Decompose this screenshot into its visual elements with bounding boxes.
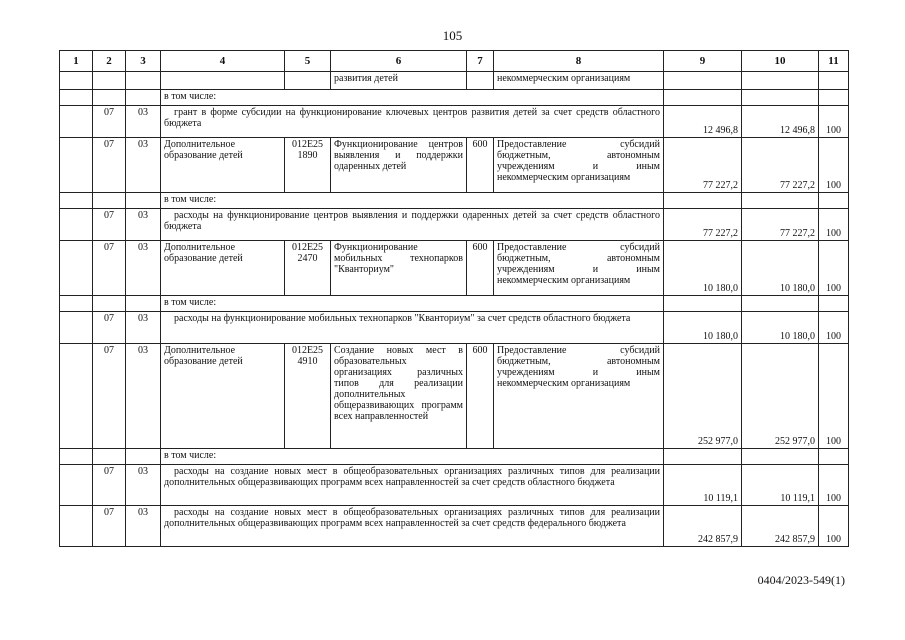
cell-program-name: Дополнительное образование детей (161, 241, 285, 296)
cell-section: 07 (93, 138, 126, 193)
column-header-2: 2 (93, 51, 126, 72)
cell-col2 (93, 449, 126, 465)
column-header-9: 9 (664, 51, 742, 72)
table-row (60, 138, 849, 193)
cell-col3 (126, 193, 161, 209)
cell-col1 (60, 296, 93, 312)
cell-col1 (60, 138, 93, 193)
table-row (60, 241, 849, 296)
cell-approved-amount: 10 119,1 (664, 465, 742, 506)
cell-approved-amount: 10 180,0 (664, 312, 742, 344)
cell-subsection: 03 (126, 106, 161, 138)
including-label: в том числе: (161, 90, 664, 106)
cell-expense-type: Предоставление субсидий бюджетным, автономным учреждениям и иным некоммерческим организациям (494, 241, 664, 296)
cell-section: 07 (93, 344, 126, 449)
cell-col3 (126, 90, 161, 106)
cell-col2 (93, 72, 126, 90)
cell-col11 (819, 296, 849, 312)
column-header-10: 10 (742, 51, 819, 72)
cell-col9 (664, 72, 742, 90)
document-number: 0404/2023-549(1) (757, 573, 845, 587)
table-row (60, 72, 849, 90)
column-header-1: 1 (60, 51, 93, 72)
cell-col5 (285, 72, 331, 90)
cell-executed-amount: 252 977,0 (742, 344, 819, 449)
cell-col3 (126, 72, 161, 90)
cell-target-code: 012E25 2470 (285, 241, 331, 296)
cell-executed-amount: 10 180,0 (742, 312, 819, 344)
cell-col10 (742, 449, 819, 465)
cell-expense-type: Предоставление субсидий бюджетным, автономным учреждениям и иным некоммерческим организациям (494, 344, 664, 449)
cell-executed-amount: 77 227,2 (742, 138, 819, 193)
cell-col9 (664, 296, 742, 312)
cell-approved-amount: 77 227,2 (664, 209, 742, 241)
cell-executed-amount: 10 119,1 (742, 465, 819, 506)
cell-col10 (742, 90, 819, 106)
column-header-6: 6 (331, 51, 467, 72)
table-row (60, 193, 849, 209)
table-row (60, 465, 849, 506)
table-row (60, 344, 849, 449)
cell-col1 (60, 90, 93, 106)
including-label: в том числе: (161, 296, 664, 312)
cell-program-name: Дополнительное образование детей (161, 138, 285, 193)
cell-col1 (60, 241, 93, 296)
cell-approved-amount: 12 496,8 (664, 106, 742, 138)
cell-expense-type: некоммерческим организациям (494, 72, 664, 90)
cell-col1 (60, 209, 93, 241)
cell-section: 07 (93, 106, 126, 138)
cell-col2 (93, 296, 126, 312)
cell-col1 (60, 506, 93, 547)
sub-item-description: расходы на функционирование центров выявления и поддержки одаренных детей за счет средств областного бюджета (161, 209, 664, 241)
cell-percent: 100 (819, 465, 849, 506)
sub-item-description: расходы на создание новых мест в общеобразовательных организациях различных типов для реализации дополнительных общеразвивающих программ всех направленностей за счет средств областного бюджета (161, 465, 664, 506)
table-row (60, 449, 849, 465)
column-header-5: 5 (285, 51, 331, 72)
cell-target-code: 012E25 1890 (285, 138, 331, 193)
cell-subsection: 03 (126, 312, 161, 344)
cell-program-name: Дополнительное образование детей (161, 344, 285, 449)
cell-subsection: 03 (126, 241, 161, 296)
cell-col9 (664, 90, 742, 106)
table-row (60, 312, 849, 344)
cell-percent: 100 (819, 506, 849, 547)
including-label: в том числе: (161, 449, 664, 465)
cell-col11 (819, 72, 849, 90)
cell-section: 07 (93, 506, 126, 547)
cell-col10 (742, 296, 819, 312)
cell-percent: 100 (819, 344, 849, 449)
cell-col9 (664, 449, 742, 465)
cell-purpose: Создание новых мест в образовательных организациях различных типов для реализации дополнительных общеразвивающих программ всех направленностей (331, 344, 467, 449)
cell-executed-amount: 10 180,0 (742, 241, 819, 296)
cell-col10 (742, 72, 819, 90)
sub-item-description: грант в форме субсидии на функционирование ключевых центров развития детей за счет средств областного бюджета (161, 106, 664, 138)
table-body (60, 51, 849, 547)
page-number: 105 (442, 28, 463, 43)
cell-section: 07 (93, 241, 126, 296)
budget-table (59, 50, 849, 547)
cell-col10 (742, 193, 819, 209)
cell-subsection: 03 (126, 506, 161, 547)
cell-col11 (819, 193, 849, 209)
cell-col9 (664, 193, 742, 209)
table-row (60, 296, 849, 312)
column-header-4: 4 (161, 51, 285, 72)
cell-percent: 100 (819, 241, 849, 296)
cell-approved-amount: 77 227,2 (664, 138, 742, 193)
cell-col11 (819, 449, 849, 465)
header-row (60, 51, 849, 72)
cell-expense-code: 600 (467, 241, 494, 296)
cell-section: 07 (93, 312, 126, 344)
cell-section: 07 (93, 209, 126, 241)
cell-expense-code: 600 (467, 344, 494, 449)
cell-subsection: 03 (126, 138, 161, 193)
cell-executed-amount: 77 227,2 (742, 209, 819, 241)
cell-col2 (93, 90, 126, 106)
cell-subsection: 03 (126, 344, 161, 449)
cell-subsection: 03 (126, 465, 161, 506)
cell-purpose: развития детей (331, 72, 467, 90)
cell-col2 (93, 193, 126, 209)
cell-col1 (60, 465, 93, 506)
cell-expense-code: 600 (467, 138, 494, 193)
column-header-11: 11 (819, 51, 849, 72)
cell-section: 07 (93, 465, 126, 506)
cell-col4 (161, 72, 285, 90)
cell-percent: 100 (819, 106, 849, 138)
cell-subsection: 03 (126, 209, 161, 241)
cell-expense-type: Предоставление субсидий бюджетным, автономным учреждениям и иным некоммерческим организациям (494, 138, 664, 193)
cell-executed-amount: 242 857,9 (742, 506, 819, 547)
cell-col11 (819, 90, 849, 106)
column-header-8: 8 (494, 51, 664, 72)
table-row (60, 90, 849, 106)
cell-percent: 100 (819, 312, 849, 344)
cell-col1 (60, 344, 93, 449)
cell-percent: 100 (819, 138, 849, 193)
column-header-3: 3 (126, 51, 161, 72)
cell-executed-amount: 12 496,8 (742, 106, 819, 138)
cell-target-code: 012E25 4910 (285, 344, 331, 449)
cell-approved-amount: 10 180,0 (664, 241, 742, 296)
cell-percent: 100 (819, 209, 849, 241)
sub-item-description: расходы на создание новых мест в общеобразовательных организациях различных типов для реализации дополнительных общеразвивающих программ всех направленностей за счет средств федерального бюджета (161, 506, 664, 547)
cell-approved-amount: 252 977,0 (664, 344, 742, 449)
cell-approved-amount: 242 857,9 (664, 506, 742, 547)
cell-col3 (126, 449, 161, 465)
cell-col7 (467, 72, 494, 90)
cell-col1 (60, 72, 93, 90)
table-row (60, 506, 849, 547)
cell-col3 (126, 296, 161, 312)
cell-col1 (60, 193, 93, 209)
cell-purpose: Функционирование центров выявления и поддержки одаренных детей (331, 138, 467, 193)
table-row (60, 209, 849, 241)
sub-item-description: расходы на функционирование мобильных технопарков "Кванториум" за счет средств областного бюджета (161, 312, 664, 344)
cell-col1 (60, 106, 93, 138)
column-header-7: 7 (467, 51, 494, 72)
table-row (60, 106, 849, 138)
cell-col1 (60, 449, 93, 465)
cell-col1 (60, 312, 93, 344)
cell-purpose: Функционирование мобильных технопарков "Кванториум" (331, 241, 467, 296)
including-label: в том числе: (161, 193, 664, 209)
